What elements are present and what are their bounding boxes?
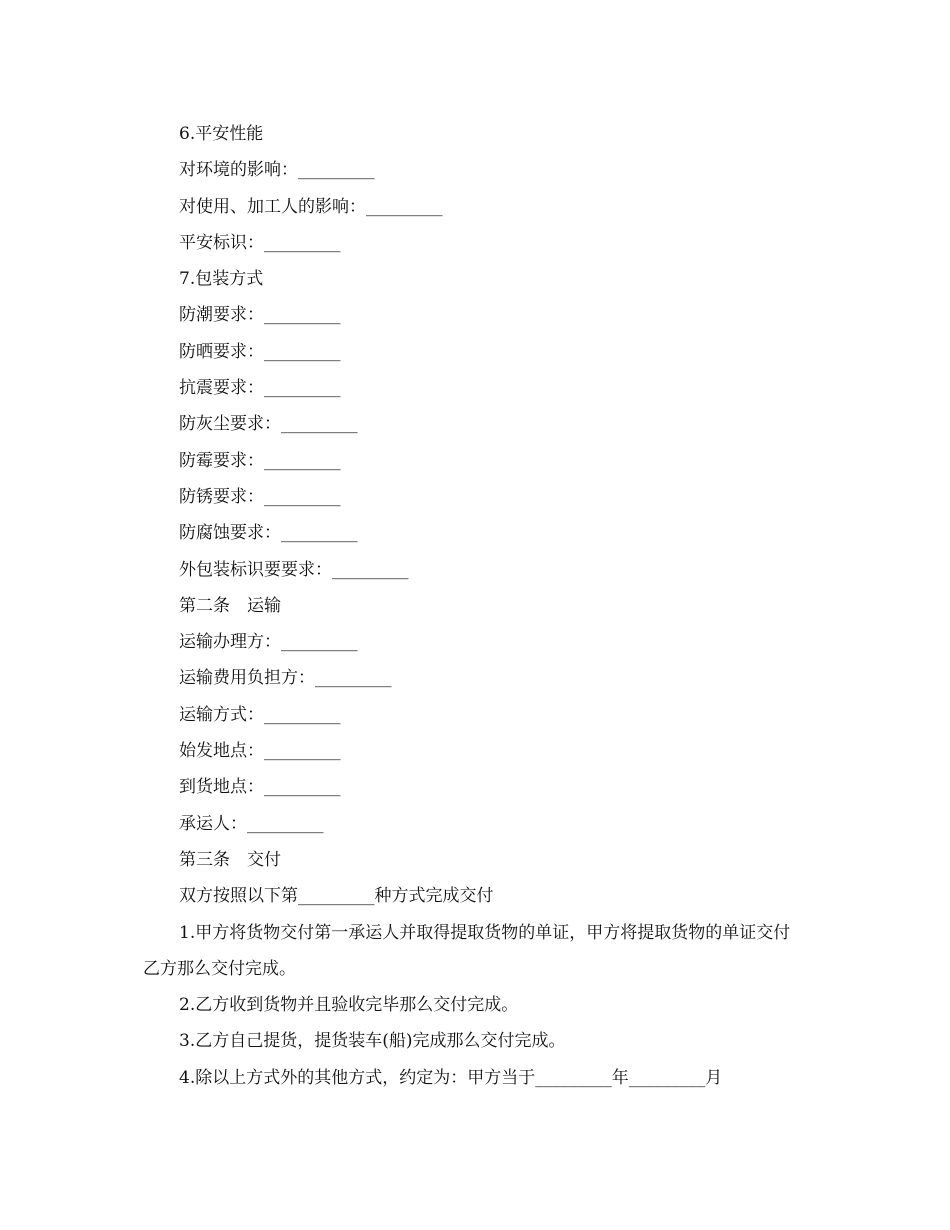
document-body (143, 116, 803, 1096)
field-transport-cost-bearer: 运输费用负担方：_________ (179, 668, 392, 689)
delivery-option-2: 2.乙方收到货物并且验收完毕那么交付完成。 (179, 995, 519, 1016)
field-environmental-impact: 对环境的影响：_________ (179, 160, 375, 181)
field-origin: 始发地点：_________ (179, 741, 341, 762)
field-safety-label: 平安标识：_________ (179, 232, 341, 253)
field-moisture-proof: 防潮要求：_________ (179, 305, 341, 326)
delivery-option-4: 4.除以上方式外的其他方式，约定为：甲方当于_________年_________月 (179, 1067, 723, 1088)
field-corrosion-proof: 防腐蚀要求：_________ (179, 523, 358, 544)
field-destination: 到货地点：_________ (179, 777, 341, 798)
heading-article-3-delivery: 第三条 交付 (179, 849, 281, 870)
field-shockproof: 抗震要求：_________ (179, 378, 341, 399)
heading-packaging-method: 7.包装方式 (179, 269, 264, 290)
field-user-processor-impact: 对使用、加工人的影响：_________ (179, 196, 443, 217)
heading-safety-performance: 6.平安性能 (179, 124, 264, 144)
heading-article-2-transport: 第二条 运输 (179, 595, 281, 616)
field-sun-proof: 防晒要求：_________ (179, 341, 341, 362)
field-outer-packaging-label: 外包装标识要要求：_________ (179, 559, 409, 580)
delivery-option-3: 3.乙方自己提货，提货装车(船)完成那么交付完成。 (179, 1031, 566, 1052)
field-transport-mode: 运输方式：_________ (179, 704, 341, 725)
delivery-option-1: 1.甲方将货物交付第一承运人并取得提取货物的单证，甲方将提取货物的单证交付乙方那么交付完成。 (143, 922, 791, 979)
field-mildew-proof: 防霉要求：_________ (179, 450, 341, 471)
field-rust-proof: 防锈要求：_________ (179, 486, 341, 507)
field-dust-proof: 防灰尘要求：_________ (179, 414, 358, 435)
field-delivery-method-choice: 双方按照以下第_________种方式完成交付 (179, 886, 494, 907)
field-transport-handler: 运输办理方：_________ (179, 632, 358, 653)
field-carrier: 承运人：_________ (179, 813, 324, 834)
